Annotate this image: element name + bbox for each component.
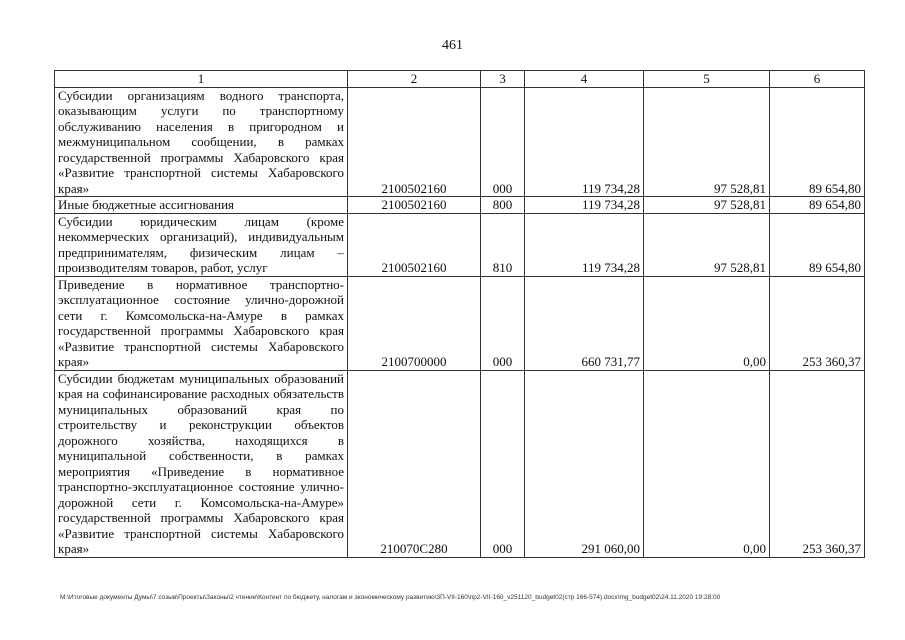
row-target-code: 2100700000: [348, 276, 481, 370]
table-row: [55, 213, 865, 276]
table-header-row: [55, 71, 865, 88]
budget-table: [54, 70, 865, 558]
row-amount-6: 89 654,80: [770, 213, 865, 276]
row-description: Субсидии бюджетам муниципальных образований края на софинансирование расходных обязательств муниципальных образований края по строительству и реконструкции объектов дорожного хозяйства, находящихся в муниципальной собственности, в рамках мероприятия «Приведение в нормативное транспортно-эксплуатационное состояние улично-дорожной сети г. Комсомольска-на-Амуре» государственной программы Хабаровского края «Развитие транспортной системы Хабаровского края»: [55, 370, 348, 557]
row-amount-5: 97 528,81: [644, 87, 770, 197]
col-header-3: 3: [481, 71, 525, 88]
row-amount-5: 0,00: [644, 370, 770, 557]
row-description: Иные бюджетные ассигнования: [55, 197, 348, 214]
table-row: [55, 87, 865, 197]
row-amount-6: 253 360,37: [770, 276, 865, 370]
row-target-code: 210070С280: [348, 370, 481, 557]
row-amount-4: 660 731,77: [525, 276, 644, 370]
row-amount-6: 89 654,80: [770, 87, 865, 197]
row-amount-5: 0,00: [644, 276, 770, 370]
row-amount-4: 119 734,28: [525, 213, 644, 276]
row-description: Субсидии организациям водного транспорта, оказывающим услуги по транспортному обслуживанию населения в пригородном и межмуниципальном сообщении, в рамках государственной программы Хабаровского края «Развитие транспортной системы Хабаровского края»: [55, 87, 348, 197]
row-amount-4: 291 060,00: [525, 370, 644, 557]
row-expense-type: 000: [481, 370, 525, 557]
row-expense-type: 000: [481, 276, 525, 370]
row-amount-6: 89 654,80: [770, 197, 865, 214]
row-target-code: 2100502160: [348, 87, 481, 197]
table-row: [55, 370, 865, 557]
col-header-2: 2: [348, 71, 481, 88]
row-expense-type: 800: [481, 197, 525, 214]
row-expense-type: 000: [481, 87, 525, 197]
row-amount-4: 119 734,28: [525, 87, 644, 197]
file-path-footer: M:\Итоговые документы Думы\7 созыв\Проекты\Законы\2 чтение\Контент по бюджету, налогам и экономическому развитию\3П-VII-160\пр2-VII-160_v251120_budget02(стр 166-574).docx\mg_budget02\24.11.2020 19:28:00: [60, 594, 721, 601]
row-target-code: 2100502160: [348, 213, 481, 276]
table-row: [55, 197, 865, 214]
row-amount-6: 253 360,37: [770, 370, 865, 557]
table-row: [55, 276, 865, 370]
col-header-1: 1: [55, 71, 348, 88]
col-header-4: 4: [525, 71, 644, 88]
page-number: 461: [442, 38, 463, 53]
row-amount-5: 97 528,81: [644, 213, 770, 276]
col-header-5: 5: [644, 71, 770, 88]
row-amount-5: 97 528,81: [644, 197, 770, 214]
row-description: Приведение в нормативное транспортно-эксплуатационное состояние улично-дорожной сети г. Комсомольска-на-Амуре в рамках государственной программы Хабаровского края «Развитие транспортной системы Хабаровского края»: [55, 276, 348, 370]
row-expense-type: 810: [481, 213, 525, 276]
col-header-6: 6: [770, 71, 865, 88]
row-target-code: 2100502160: [348, 197, 481, 214]
row-description: Субсидии юридическим лицам (кроме некоммерческих организаций), индивидуальным предпринимателям, физическим лицам – производителям товаров, работ, услуг: [55, 213, 348, 276]
row-amount-4: 119 734,28: [525, 197, 644, 214]
